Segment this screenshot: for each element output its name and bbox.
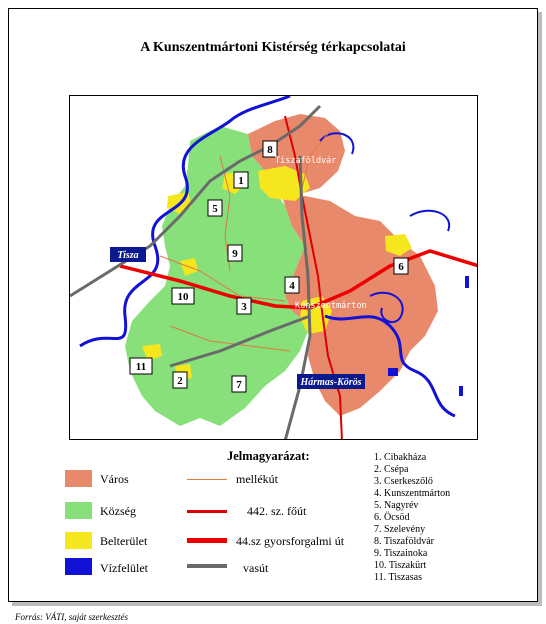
municipality-item: 1. Cibakháza xyxy=(374,452,427,463)
number-marker-8 xyxy=(263,141,277,157)
legend-label-vizfelulet: Vízfelület xyxy=(100,561,148,575)
number-marker-5 xyxy=(208,200,222,216)
oxbow-lake xyxy=(410,211,449,231)
map-title: A Kunszentmártoni Kistérség térkapcsolatai xyxy=(140,40,406,55)
number-marker-6 xyxy=(394,258,408,274)
legend-title: Jelmagyarázat: xyxy=(227,449,310,463)
water-body xyxy=(465,276,469,288)
svg-text:6: 6 xyxy=(398,261,404,273)
legend-label-belterulet: Belterület xyxy=(100,534,148,548)
legend-label-kozseg: Község xyxy=(100,504,136,518)
place-label-kunszentmarton: Kunszentmárton xyxy=(295,301,367,311)
svg-text:Hármas-Körös: Hármas-Körös xyxy=(300,377,362,388)
number-marker-9 xyxy=(228,245,242,261)
legend-swatch-belterulet xyxy=(65,532,92,549)
svg-text:Tisza: Tisza xyxy=(117,250,139,261)
legend-line-mellekut xyxy=(187,479,227,480)
number-marker-10 xyxy=(172,288,194,304)
river-tag-tisza xyxy=(110,247,146,262)
municipality-item: 11. Tiszasas xyxy=(374,572,422,583)
municipality-item: 7. Szelevény xyxy=(374,524,426,535)
legend-swatch-varos xyxy=(65,470,92,487)
municipality-item: 5. Nagyrév xyxy=(374,500,419,511)
map-panel xyxy=(69,95,478,440)
number-marker-7 xyxy=(232,376,246,392)
place-label-tiszafoldvar: Tiszaföldvár xyxy=(275,156,337,166)
legend-label-foutvonal: 442. sz. főút xyxy=(247,504,307,518)
municipality-item: 3. Cserkeszőlő xyxy=(374,476,433,487)
river-tag-harmas-koros xyxy=(297,374,365,389)
svg-text:3: 3 xyxy=(241,301,247,313)
svg-text:4: 4 xyxy=(289,280,295,292)
svg-text:1: 1 xyxy=(238,175,244,187)
municipality-item: 10. Tiszakürt xyxy=(374,560,427,571)
legend-label-varos: Város xyxy=(100,472,129,486)
source-note: Forrás: VÁTI, saját szerkesztés xyxy=(15,612,128,622)
legend-line-foutvonal xyxy=(187,510,227,513)
number-marker-4 xyxy=(285,277,299,293)
legend-line-vasut xyxy=(187,564,227,568)
municipality-item: 2. Csépa xyxy=(374,464,409,475)
legend-line-gyorsforgalmi xyxy=(187,538,227,543)
number-marker-1 xyxy=(234,172,248,188)
number-marker-2 xyxy=(173,372,187,388)
svg-text:9: 9 xyxy=(232,248,238,260)
svg-text:10: 10 xyxy=(177,291,189,303)
municipality-item: 9. Tiszainoka xyxy=(374,548,428,559)
legend-label-gyorsforgalmi: 44.sz gyorsforgalmi út xyxy=(236,534,345,548)
municipality-item: 8. Tiszaföldvár xyxy=(374,536,434,547)
legend-swatch-vizfelulet xyxy=(65,558,92,575)
svg-text:2: 2 xyxy=(177,375,183,387)
municipality-item: 6. Öcsöd xyxy=(374,512,410,523)
number-marker-3 xyxy=(237,298,251,314)
svg-text:5: 5 xyxy=(212,203,218,215)
svg-text:11: 11 xyxy=(135,361,147,373)
svg-text:8: 8 xyxy=(267,144,273,156)
legend-label-mellekut: mellékút xyxy=(236,472,278,486)
map-canvas xyxy=(70,96,478,440)
svg-text:7: 7 xyxy=(236,379,242,391)
legend-swatch-kozseg xyxy=(65,502,92,519)
water-body xyxy=(459,386,463,396)
legend-label-vasut: vasút xyxy=(243,561,269,575)
number-marker-11 xyxy=(130,358,152,374)
water-body xyxy=(388,368,398,376)
municipality-item: 4. Kunszentmárton xyxy=(374,488,451,499)
